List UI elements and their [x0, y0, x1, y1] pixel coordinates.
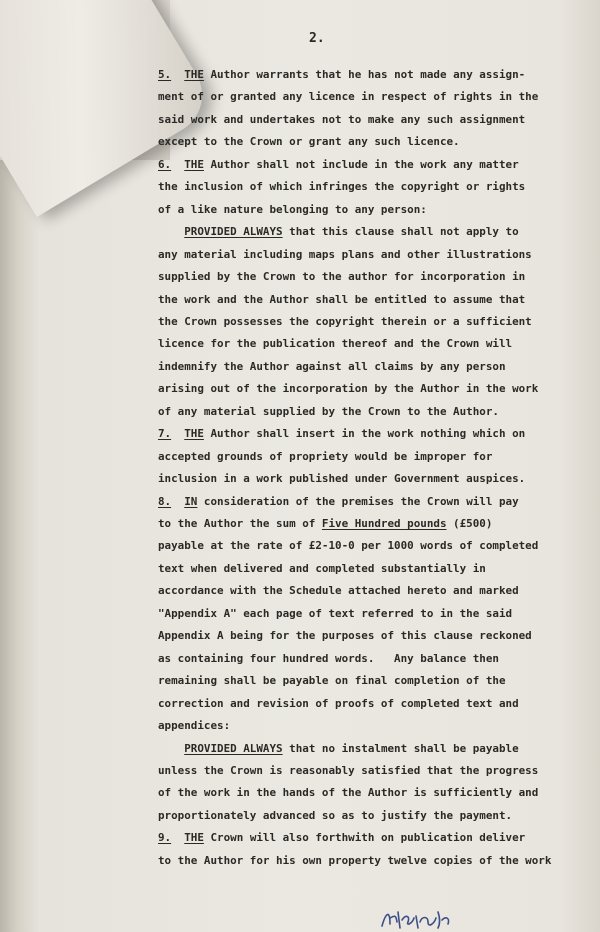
- text-line: [158, 652, 499, 665]
- text-line: [158, 113, 525, 126]
- text-line: [158, 539, 538, 552]
- underlined-text: 7.: [158, 427, 172, 441]
- text-segment: that no instalment shall be payable: [282, 741, 519, 755]
- underlined-text: 6.: [158, 157, 172, 171]
- text-segment: to the Author the sum of: [158, 517, 322, 530]
- handwritten-initials: [378, 902, 458, 932]
- text-segment: [171, 158, 184, 171]
- text-line: [158, 248, 532, 261]
- text-segment: "Appendix A" each page of text referred to in the said: [158, 606, 513, 620]
- text-segment: Crown will also forthwith on publication deliver: [203, 831, 526, 845]
- text-line: [158, 562, 486, 575]
- underlined-text: 9.: [158, 831, 172, 845]
- page-number: 2.: [309, 31, 325, 46]
- text-segment: Author warrants that he has not made any assign-: [203, 68, 526, 81]
- text-segment: [171, 68, 184, 81]
- text-segment: [158, 225, 184, 238]
- text-line: [158, 225, 519, 238]
- text-line: [158, 607, 512, 620]
- text-segment: unless the Crown is reasonably satisfied that the progress: [158, 763, 539, 777]
- text-line: [158, 90, 538, 103]
- text-segment: of any material supplied by the Crown to the Author.: [158, 404, 499, 418]
- underlined-text: IN: [184, 494, 198, 508]
- text-segment: of a like nature belonging to any person:: [158, 202, 427, 216]
- text-line: [158, 472, 525, 485]
- text-line: [158, 854, 551, 867]
- underlined-text: Five Hundred pounds: [321, 517, 447, 530]
- text-segment: arising out of the incorporation by the Author in the work: [158, 382, 539, 396]
- text-line: [158, 495, 519, 508]
- text-segment: consideration of the premises the Crown will pay: [197, 494, 519, 508]
- text-segment: inclusion in a work published under Government auspices.: [158, 472, 526, 486]
- text-segment: indemnify the Author against all claims by any person: [158, 359, 506, 373]
- text-segment: accordance with the Schedule attached hereto and marked: [158, 584, 519, 598]
- text-line: [158, 697, 519, 710]
- text-segment: supplied by the Crown to the author for incorporation in: [158, 270, 526, 284]
- text-segment: appendices:: [158, 719, 231, 733]
- text-line: [158, 742, 519, 755]
- text-line: [158, 293, 525, 306]
- text-segment: Author shall insert in the work nothing which on: [203, 427, 526, 441]
- text-line: [158, 629, 532, 642]
- text-line: [158, 135, 460, 148]
- text-segment: accepted grounds of propriety would be improper for: [158, 449, 493, 463]
- text-line: [158, 764, 538, 777]
- text-segment: text when delivered and completed substantially in: [158, 561, 486, 575]
- underlined-text: 8.: [158, 494, 172, 508]
- text-segment: the inclusion of which infringes the copyright or rights: [158, 180, 526, 194]
- text-line: [158, 315, 532, 328]
- text-line: [158, 270, 525, 283]
- text-segment: except to the Crown or grant any such licence.: [158, 135, 460, 149]
- text-segment: that this clause shall not apply to: [282, 225, 519, 239]
- text-segment: ment of or granted any licence in respect of rights in the: [158, 90, 539, 104]
- underlined-text: PROVIDED ALWAYS: [184, 741, 283, 755]
- text-segment: the Crown possesses the copyright therein or a sufficient: [158, 314, 532, 328]
- text-segment: proportionately advanced so as to justify the payment.: [158, 808, 513, 822]
- text-line: [158, 831, 525, 844]
- text-line: [158, 158, 519, 171]
- text-segment: said work and undertakes not to make any such assignment: [158, 112, 526, 126]
- underlined-text: PROVIDED ALWAYS: [184, 225, 283, 239]
- text-line: [158, 809, 512, 822]
- text-line: [158, 719, 230, 732]
- text-segment: correction and revision of proofs of completed text and: [158, 696, 519, 710]
- underlined-text: THE: [184, 68, 204, 81]
- text-line: [158, 427, 525, 440]
- text-segment: [171, 427, 184, 440]
- text-line: [158, 517, 492, 530]
- text-line: [158, 180, 525, 193]
- underlined-text: THE: [184, 157, 204, 171]
- text-segment: any material including maps plans and other illustrations: [158, 247, 532, 261]
- text-line: [158, 674, 506, 687]
- text-segment: to the Author for his own property twelve copies of the work: [158, 853, 552, 867]
- text-line: [158, 68, 525, 81]
- text-segment: licence for the publication thereof and the Crown will: [158, 337, 513, 351]
- text-segment: Appendix A being for the purposes of this clause reckoned: [158, 629, 532, 643]
- text-segment: [158, 742, 184, 755]
- underlined-text: 5.: [158, 68, 172, 81]
- underlined-text: THE: [184, 427, 204, 441]
- text-line: [158, 360, 506, 373]
- text-line: [158, 382, 538, 395]
- text-line: [158, 405, 499, 418]
- text-segment: as containing four hundred words. Any balance then: [158, 651, 499, 665]
- text-segment: payable at the rate of £2-10-0 per 1000 words of completed: [158, 539, 539, 553]
- text-line: [158, 337, 512, 350]
- text-segment: (£500): [446, 517, 493, 530]
- text-line: [158, 584, 519, 597]
- text-segment: [171, 831, 184, 844]
- text-segment: of the work in the hands of the Author is sufficiently and: [158, 786, 539, 800]
- text-line: [158, 203, 427, 216]
- text-line: [158, 786, 538, 799]
- text-segment: Author shall not include in the work any matter: [203, 157, 519, 171]
- text-line: [158, 450, 492, 463]
- text-segment: the work and the Author shall be entitled to assume that: [158, 292, 526, 306]
- text-segment: [171, 495, 184, 508]
- underlined-text: THE: [184, 831, 204, 845]
- text-segment: remaining shall be payable on final completion of the: [158, 674, 506, 688]
